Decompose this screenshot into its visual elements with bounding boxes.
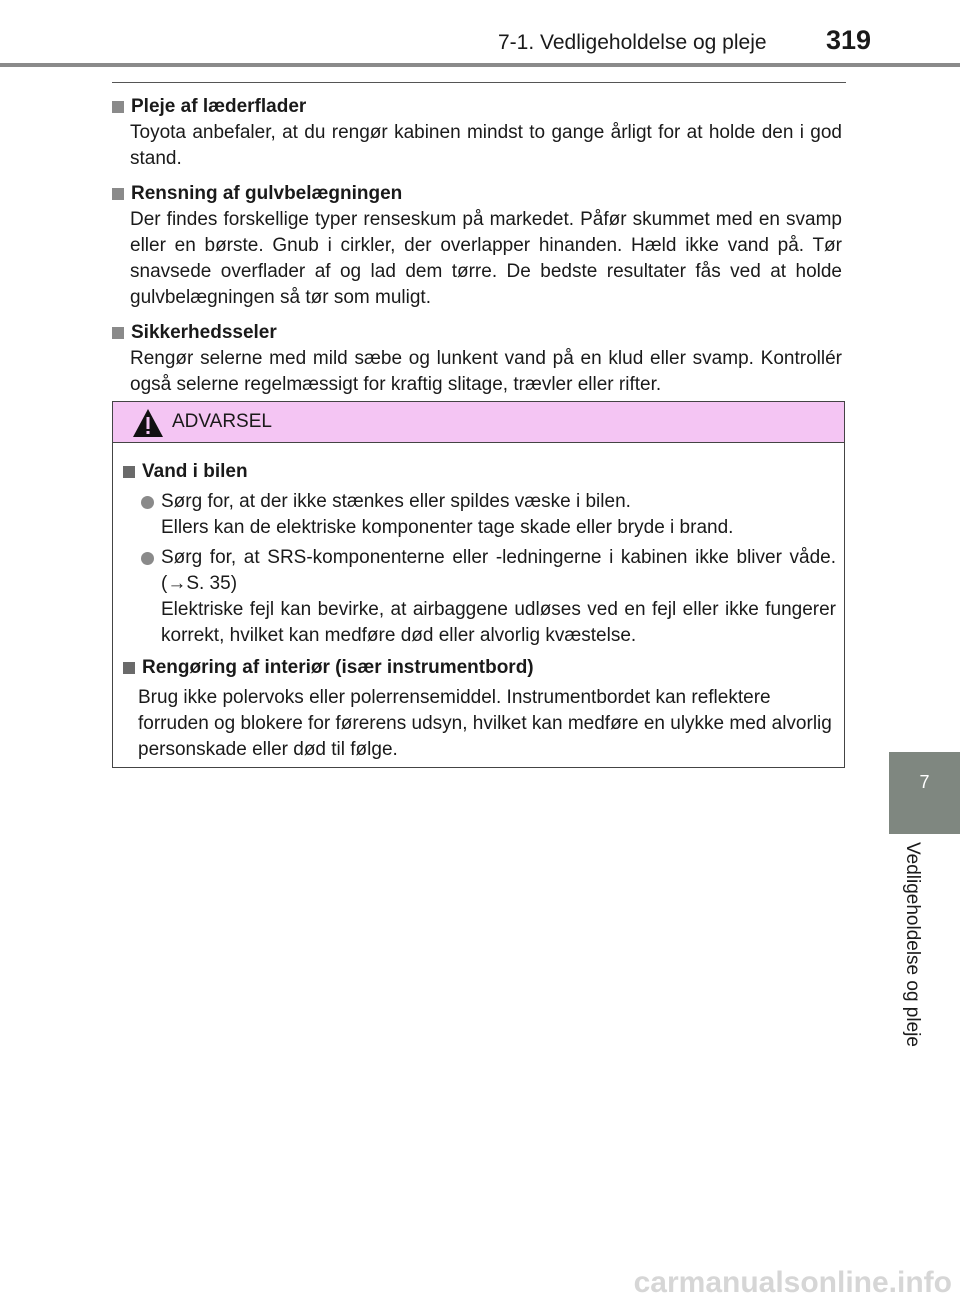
warning-header <box>113 402 844 443</box>
section-rule <box>112 82 846 83</box>
main-content <box>112 94 842 407</box>
section-heading: Pleje af læderflader <box>131 96 307 117</box>
header-rule <box>0 63 960 67</box>
section-body: Der findes forskellige typer renseskum på markedet. Påfør skummet med en svamp eller en børste. Gnub i cirkler, der overlapper hinanden. Hæld ikke vand på. Tør snavsede overflader af og lad dem tørre. De bedste resultater fås ved at holde gulvbelægningen så tør som muligt. <box>130 209 842 308</box>
warning-box <box>112 401 845 768</box>
square-bullet-icon <box>112 101 124 113</box>
chapter-tab <box>889 752 960 834</box>
chapter-tab-number: 7 <box>919 772 930 792</box>
square-bullet-icon <box>123 466 135 478</box>
section-leather <box>112 94 842 172</box>
circle-bullet-icon <box>141 552 154 565</box>
warning-content <box>113 443 844 763</box>
page-number: 319 <box>826 25 872 55</box>
circle-bullet-icon <box>141 496 154 509</box>
warning-triangle-icon <box>132 408 164 438</box>
section-heading: Sikkerhedsseler <box>131 322 277 343</box>
section-seatbelts <box>112 320 842 398</box>
section-floor <box>112 181 842 311</box>
section-body: Rengør selerne med mild sæbe og lunkent vand på en klud eller svamp. Kontrollér også selerne regelmæssigt for kraftig slitage, trævler eller rifter. <box>130 348 842 395</box>
section-body: Toyota anbefaler, at du rengør kabinen mindst to gange årligt for at holde den i god stand. <box>130 122 842 169</box>
square-bullet-icon <box>123 662 135 674</box>
watermark: carmanualsonline.info <box>633 1266 952 1299</box>
square-bullet-icon <box>112 327 124 339</box>
bullet-line: Sørg for, at der ikke stænkes eller spildes væske i bilen. <box>161 491 631 512</box>
bullet-line: Sørg for, at SRS-komponenterne eller -ledningerne i kabinen ikke bliver våde. (→S. 35) <box>161 547 836 594</box>
warning-heading: Vand i bilen <box>142 461 248 482</box>
bullet-line: Ellers kan de elektriske komponenter tage skade eller bryde i brand. <box>161 517 734 538</box>
page-header <box>0 0 960 64</box>
chapter-title: 7-1. Vedligeholdelse og pleje <box>498 31 767 54</box>
list-item <box>141 489 836 541</box>
warning-body: Brug ikke polervoks eller polerrensemiddel. Instrumentbordet kan reflektere forruden og blokere for førerens udsyn, hvilket kan medføre en ulykke med alvorlig personskade eller død til følge. <box>138 687 832 760</box>
list-item <box>141 545 836 649</box>
chapter-tab-label: Vedligeholdelse og pleje <box>902 842 923 1047</box>
bullet-line: Elektriske fejl kan bevirke, at airbaggene udløses ved en fejl eller ikke fungerer korrekt, hvilket kan medføre død eller alvorlig kvæstelse. <box>161 599 836 646</box>
square-bullet-icon <box>112 188 124 200</box>
section-heading: Rensning af gulvbelægningen <box>131 183 403 204</box>
warning-label: ADVARSEL <box>172 411 272 432</box>
warning-heading: Rengøring af interiør (især instrumentbord) <box>142 657 534 678</box>
